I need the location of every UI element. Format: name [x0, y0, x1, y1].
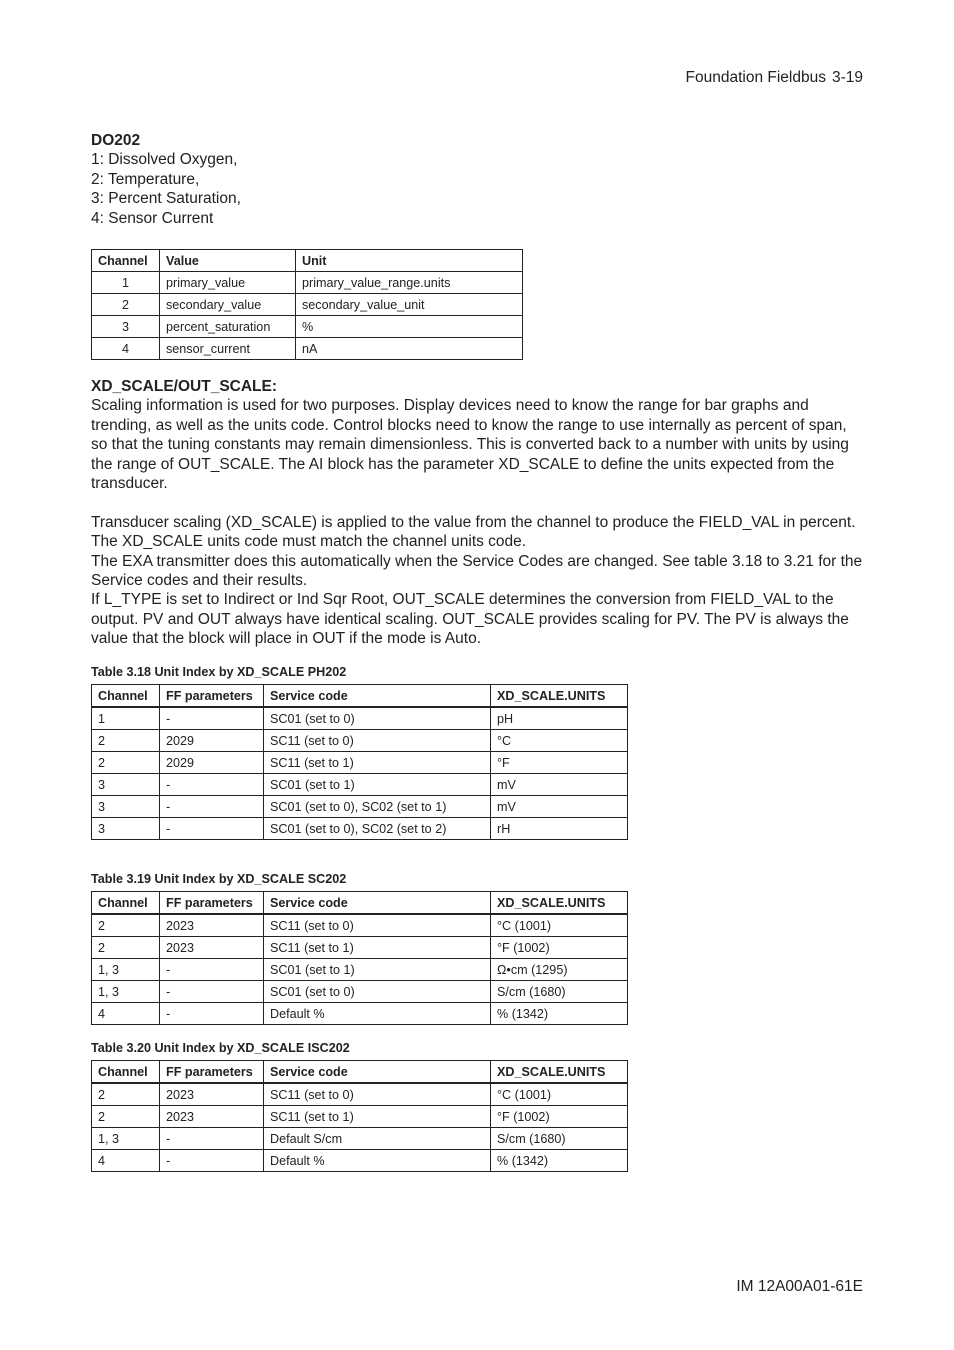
- table-cell: 3: [92, 818, 160, 840]
- table-cell: 3: [92, 316, 160, 338]
- header-section: Foundation Fieldbus: [685, 69, 826, 86]
- table-header-row: [92, 685, 628, 708]
- column-header: XD_SCALE.UNITS: [491, 1061, 628, 1084]
- paragraph: Scaling information is used for two purposes. Display devices need to know the range for bar graphs and trending, as well as the units code. Control blocks need to know the range to use internally as percent of span, so that the tuning constants may remain dimensionless. This is converted back to a number with units by using the range of OUT_SCALE. The AI block has the parameter XD_SCALE to define the units expected from the transducer.: [91, 397, 849, 493]
- table-caption: Table 3.18 Unit Index by XD_SCALE PH202: [91, 665, 347, 679]
- table-cell: SC11 (set to 0): [264, 1083, 491, 1106]
- table-cell: SC11 (set to 1): [264, 937, 491, 959]
- paragraph: The EXA transmitter does this automatically when the Service Codes are changed. See table 3.18 to 3.21 for the Service codes and their results.: [91, 552, 863, 590]
- table-row: [92, 959, 628, 981]
- column-header: XD_SCALE.UNITS: [491, 685, 628, 708]
- table-cell: 1: [92, 272, 160, 294]
- table-row: [92, 338, 523, 360]
- do202-item: 1: Dissolved Oxygen,: [91, 151, 238, 169]
- table-row: [92, 914, 628, 937]
- column-header: Channel: [92, 250, 160, 272]
- table-cell: 2023: [160, 1083, 264, 1106]
- table-cell: SC01 (set to 0): [264, 707, 491, 730]
- table-cell: -: [160, 959, 264, 981]
- table-cell: °F (1002): [491, 937, 628, 959]
- table-row: [92, 1150, 628, 1172]
- column-header: FF parameters: [160, 1061, 264, 1084]
- table-row: [92, 937, 628, 959]
- column-header: FF parameters: [160, 685, 264, 708]
- column-header: XD_SCALE.UNITS: [491, 892, 628, 915]
- table-cell: SC01 (set to 1): [264, 959, 491, 981]
- table-row: [92, 316, 523, 338]
- table-cell: °F (1002): [491, 1106, 628, 1128]
- table-cell: rH: [491, 818, 628, 840]
- table-row: [92, 1083, 628, 1106]
- table-cell: 2: [92, 294, 160, 316]
- table-cell: -: [160, 1003, 264, 1025]
- table-row: [92, 730, 628, 752]
- table-row: [92, 818, 628, 840]
- column-header: Value: [160, 250, 296, 272]
- table-cell: SC11 (set to 0): [264, 730, 491, 752]
- table-cell: -: [160, 796, 264, 818]
- table-row: [92, 1003, 628, 1025]
- column-header: Channel: [92, 685, 160, 708]
- table-cell: nA: [296, 338, 523, 360]
- table-row: [92, 981, 628, 1003]
- table-cell: 1: [92, 707, 160, 730]
- table-cell: 2023: [160, 1106, 264, 1128]
- table-cell: primary_value_range.units: [296, 272, 523, 294]
- table-3-18: [91, 684, 628, 840]
- table-cell: Default %: [264, 1150, 491, 1172]
- table-cell: mV: [491, 796, 628, 818]
- table-caption: Table 3.19 Unit Index by XD_SCALE SC202: [91, 872, 347, 886]
- table-cell: mV: [491, 774, 628, 796]
- column-header: Service code: [264, 892, 491, 915]
- table-cell: 2029: [160, 730, 264, 752]
- section-heading: XD_SCALE/OUT_SCALE:: [91, 378, 278, 395]
- column-header: Service code: [264, 1061, 491, 1084]
- table-cell: 3: [92, 796, 160, 818]
- table-cell: °C: [491, 730, 628, 752]
- table-caption: Table 3.20 Unit Index by XD_SCALE ISC202: [91, 1041, 350, 1055]
- table-cell: 1, 3: [92, 1128, 160, 1150]
- table-cell: 3: [92, 774, 160, 796]
- table-cell: 1, 3: [92, 959, 160, 981]
- table-cell: 2023: [160, 914, 264, 937]
- table-cell: 1, 3: [92, 981, 160, 1003]
- table-3-20: [91, 1060, 628, 1172]
- table-cell: percent_saturation: [160, 316, 296, 338]
- table-cell: Default S/cm: [264, 1128, 491, 1150]
- table-cell: pH: [491, 707, 628, 730]
- table-cell: S/cm (1680): [491, 981, 628, 1003]
- table-cell: -: [160, 774, 264, 796]
- table-cell: 2029: [160, 752, 264, 774]
- column-header: Service code: [264, 685, 491, 708]
- table-cell: Ω•cm (1295): [491, 959, 628, 981]
- column-header: FF parameters: [160, 892, 264, 915]
- table-cell: % (1342): [491, 1150, 628, 1172]
- xd-scale-section: [91, 377, 865, 649]
- channel-table: [91, 249, 523, 360]
- table-row: [92, 796, 628, 818]
- table-cell: SC11 (set to 1): [264, 752, 491, 774]
- table-cell: S/cm (1680): [491, 1128, 628, 1150]
- table-cell: SC01 (set to 0), SC02 (set to 1): [264, 796, 491, 818]
- table-cell: SC01 (set to 0): [264, 981, 491, 1003]
- table-row: [92, 272, 523, 294]
- table-cell: SC01 (set to 0), SC02 (set to 2): [264, 818, 491, 840]
- document-id: IM 12A00A01-61E: [736, 1278, 863, 1295]
- table-cell: SC11 (set to 0): [264, 914, 491, 937]
- column-header: Unit: [296, 250, 523, 272]
- table-row: [92, 1106, 628, 1128]
- table-row: [92, 707, 628, 730]
- table-cell: 4: [92, 1003, 160, 1025]
- table-cell: -: [160, 818, 264, 840]
- table-cell: 2: [92, 937, 160, 959]
- table-cell: °F: [491, 752, 628, 774]
- table-cell: 2: [92, 730, 160, 752]
- page-header: [686, 69, 864, 87]
- table-row: [92, 752, 628, 774]
- table-cell: 2: [92, 914, 160, 937]
- table-cell: -: [160, 1150, 264, 1172]
- table-cell: secondary_value_unit: [296, 294, 523, 316]
- do202-item: 4: Sensor Current: [91, 209, 214, 227]
- column-header: Channel: [92, 892, 160, 915]
- paragraph: Transducer scaling (XD_SCALE) is applied to the value from the channel to produce the FIELD_VAL in percent. The XD_SCALE units code must match the channel units code.: [91, 513, 856, 551]
- do202-item: 3: Percent Saturation,: [91, 190, 241, 208]
- table-cell: 2: [92, 1083, 160, 1106]
- table-cell: 4: [92, 1150, 160, 1172]
- table-cell: -: [160, 981, 264, 1003]
- do202-item: 2: Temperature,: [91, 170, 200, 188]
- table-cell: -: [160, 1128, 264, 1150]
- table-cell: SC11 (set to 1): [264, 1106, 491, 1128]
- do202-block: [91, 131, 865, 228]
- page-number: 3-19: [831, 69, 863, 86]
- table-3-19: [91, 891, 628, 1025]
- table-cell: 2023: [160, 937, 264, 959]
- table-cell: 2: [92, 1106, 160, 1128]
- table-cell: -: [160, 707, 264, 730]
- table-cell: % (1342): [491, 1003, 628, 1025]
- table-cell: °C (1001): [491, 1083, 628, 1106]
- table-row: [92, 294, 523, 316]
- table-cell: 4: [92, 338, 160, 360]
- table-cell: SC01 (set to 1): [264, 774, 491, 796]
- table-header-row: [92, 1061, 628, 1084]
- table-row: [92, 774, 628, 796]
- table-cell: secondary_value: [160, 294, 296, 316]
- column-header: Channel: [92, 1061, 160, 1084]
- table-header-row: [92, 250, 523, 272]
- paragraph: If L_TYPE is set to Indirect or Ind Sqr Root, OUT_SCALE determines the conversion from FIELD_VAL to the output. PV and OUT always have identical scaling. OUT_SCALE provides scaling for PV. The PV is always the value that the block will place in OUT if the mode is Auto.: [91, 591, 849, 648]
- table-cell: °C (1001): [491, 914, 628, 937]
- table-cell: %: [296, 316, 523, 338]
- do202-title: DO202: [91, 132, 141, 149]
- table-cell: Default %: [264, 1003, 491, 1025]
- table-cell: sensor_current: [160, 338, 296, 360]
- table-header-row: [92, 892, 628, 915]
- table-row: [92, 1128, 628, 1150]
- table-cell: primary_value: [160, 272, 296, 294]
- table-cell: 2: [92, 752, 160, 774]
